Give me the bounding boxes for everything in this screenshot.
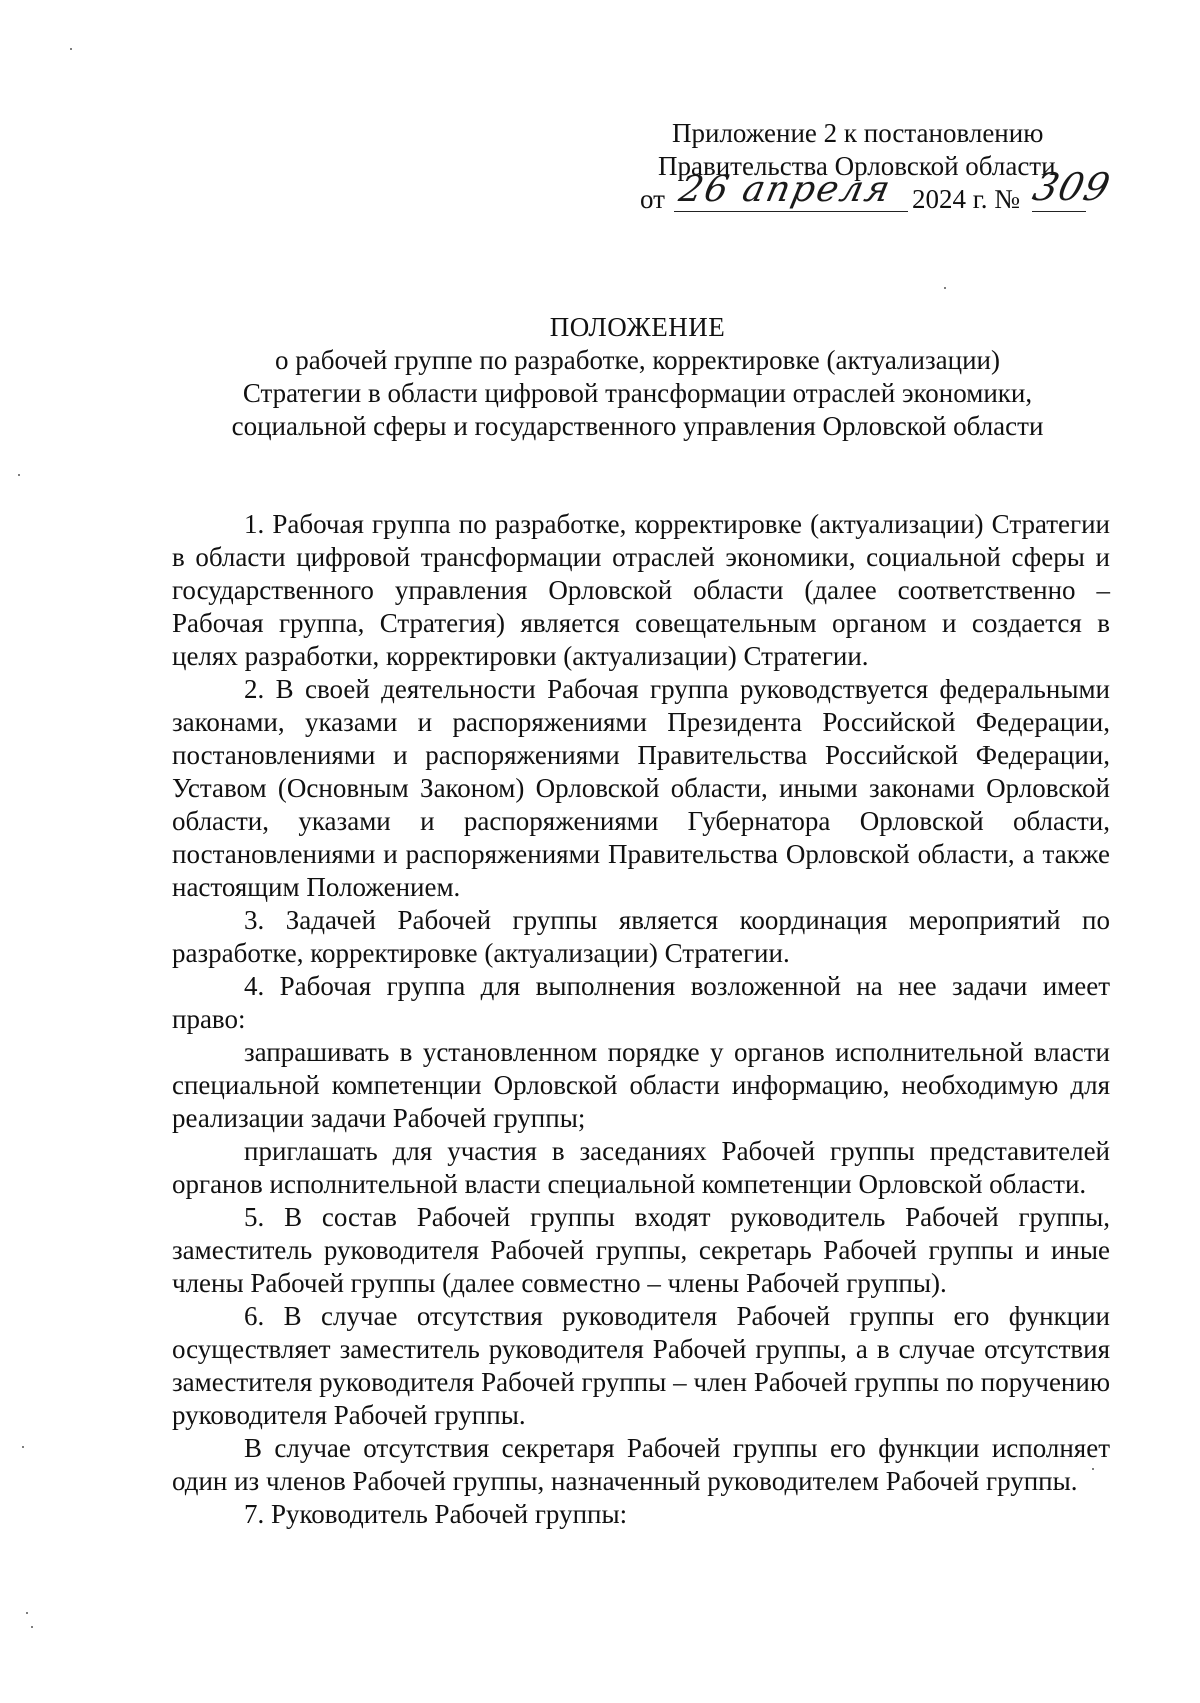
handwritten-date: 26 апреля: [675, 169, 896, 210]
scan-speck: [31, 1626, 33, 1628]
subtitle-line-2: Стратегии в области цифровой трансформации отраслей экономики,: [242, 378, 1033, 408]
year-number-label: 2024 г. №: [912, 184, 1021, 214]
subtitle-line-1: о рабочей группе по разработке, корректировке (актуализации): [275, 345, 1000, 375]
appendix-line-1: Приложение 2 к постановлению: [672, 118, 1044, 148]
document-title: ПОЛОЖЕНИЕ: [549, 312, 726, 342]
document-body: [172, 508, 1110, 1531]
paragraph-2: 2. В своей деятельности Рабочая группа руководствуется федеральными законами, указами и распоряжениями Президента Российской Федерации, постановлениями и распоряжениями Правительства Российской Федерации, Уставом (Основным Законом) Орловской области, иными законами Орловской области, указами и распоряжениями Губернатора Орловской области, постановлениями и распоряжениями Правительства Орловской области, а также настоящим Положением.: [172, 674, 1110, 902]
paragraph-6-continued: В случае отсутствия секретаря Рабочей группы его функции исполняет один из членов Рабочей группы, назначенный руководителем Рабочей группы.: [172, 1433, 1110, 1496]
scan-speck: [22, 1446, 24, 1448]
scan-speck: [1092, 1468, 1094, 1470]
date-underline: [674, 211, 908, 212]
scan-speck: [26, 1612, 28, 1614]
paragraph-3: 3. Задачей Рабочей группы является координация мероприятий по разработке, корректировке (актуализации) Стратегии.: [172, 905, 1110, 968]
appendix-line-2: Правительства Орловской области: [658, 151, 1056, 181]
paragraph-1: 1. Рабочая группа по разработке, корректировке (актуализации) Стратегии в области цифровой трансформации отраслей экономики, социальной сферы и государственного управления Орловской области (далее соответственно – Рабочая группа, Стратегия) является совещательным органом и создается в целях разработки, корректировки (актуализации) Стратегии.: [172, 509, 1110, 671]
scan-speck: [18, 474, 20, 476]
number-underline: [1032, 211, 1086, 212]
appendix-header: [640, 117, 1116, 219]
paragraph-4-item-2: приглашать для участия в заседаниях Рабочей группы представителей органов исполнительной власти специальной компетенции Орловской области.: [172, 1136, 1110, 1199]
paragraph-4: 4. Рабочая группа для выполнения возложенной на нее задачи имеет право:: [172, 971, 1110, 1034]
paragraph-4-item-1: запрашивать в установленном порядке у органов исполнительной власти специальной компетенции Орловской области информацию, необходимую для реализации задачи Рабочей группы;: [172, 1037, 1110, 1133]
scan-speck: [70, 48, 72, 50]
document-title-block: [170, 311, 1105, 443]
paragraph-5: 5. В состав Рабочей группы входят руководитель Рабочей группы, заместитель руководителя Рабочей группы, секретарь Рабочей группы и иные члены Рабочей группы (далее совместно – члены Рабочей группы).: [172, 1202, 1110, 1298]
subtitle-line-3: социальной сферы и государственного управления Орловской области: [231, 411, 1044, 441]
paragraph-6: 6. В случае отсутствия руководителя Рабочей группы его функции осуществляет заместитель руководителя Рабочей группы, а в случае отсутствия заместителя руководителя Рабочей группы – член Рабочей группы по поручению руководителя Рабочей группы.: [172, 1301, 1110, 1430]
handwritten-number: 309: [1028, 165, 1116, 209]
scan-speck: [944, 287, 946, 289]
date-prefix: от: [640, 184, 665, 214]
paragraph-7: 7. Руководитель Рабочей группы:: [244, 1499, 628, 1529]
